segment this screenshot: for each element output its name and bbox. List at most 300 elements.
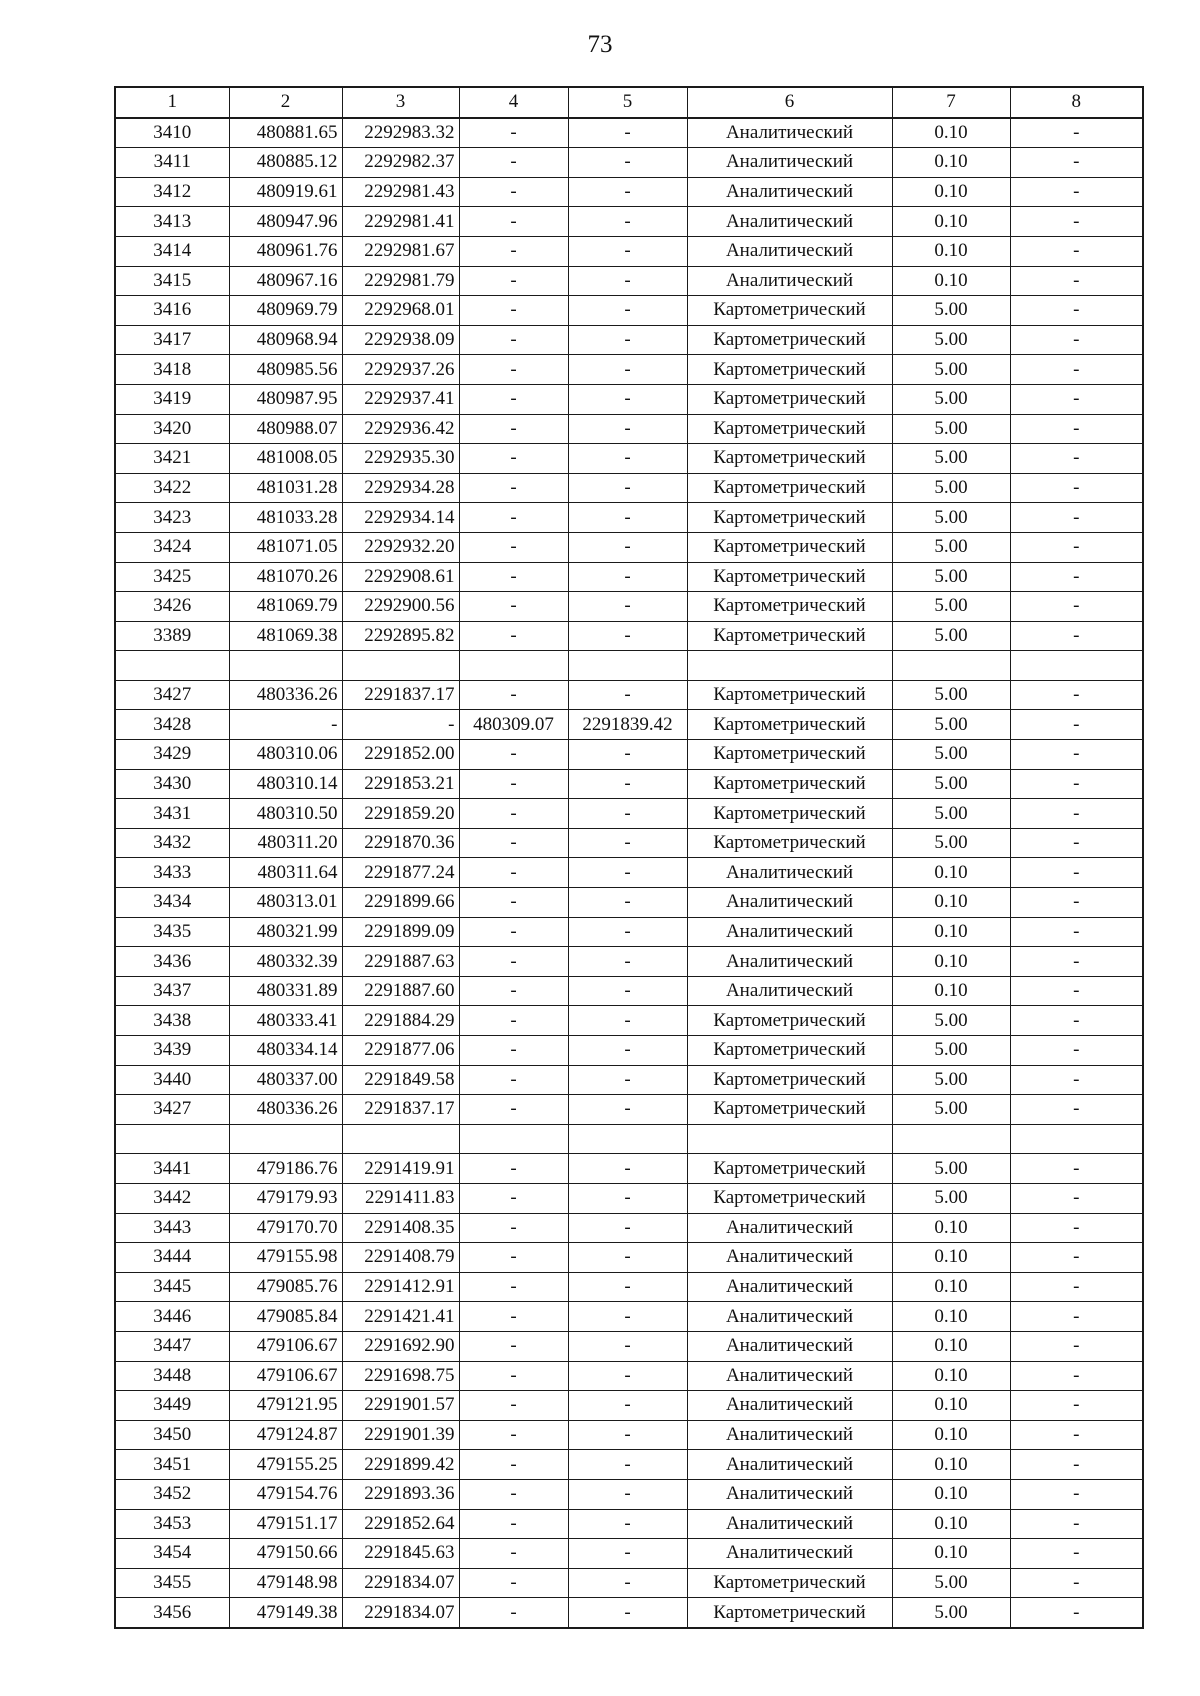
- x-new-cell: -: [459, 503, 568, 533]
- method-cell: Аналитический: [687, 1420, 892, 1450]
- point-number-cell: 3452: [115, 1479, 229, 1509]
- x-new-cell: -: [459, 1568, 568, 1598]
- description-cell: -: [1010, 207, 1143, 237]
- accuracy-cell: 0.10: [892, 207, 1010, 237]
- table-row: [115, 1361, 1143, 1391]
- accuracy-cell: 5.00: [892, 1598, 1010, 1628]
- accuracy-cell: 0.10: [892, 1539, 1010, 1569]
- y-new-cell: -: [568, 118, 687, 148]
- method-cell: Картометрический: [687, 384, 892, 414]
- x-coordinate-cell: 479170.70: [229, 1213, 342, 1243]
- accuracy-cell: 5.00: [892, 325, 1010, 355]
- y-coordinate-cell: 2291899.09: [342, 917, 459, 947]
- point-number-cell: [115, 1124, 229, 1154]
- method-cell: Аналитический: [687, 947, 892, 977]
- description-cell: -: [1010, 296, 1143, 326]
- y-coordinate-cell: 2292908.61: [342, 562, 459, 592]
- description-cell: -: [1010, 1154, 1143, 1184]
- accuracy-cell: 0.10: [892, 1509, 1010, 1539]
- method-cell: Картометрический: [687, 444, 892, 474]
- x-coordinate-cell: 479149.38: [229, 1598, 342, 1628]
- accuracy-cell: 0.10: [892, 1302, 1010, 1332]
- x-new-cell: -: [459, 888, 568, 918]
- y-coordinate-cell: 2291887.60: [342, 976, 459, 1006]
- x-new-cell: -: [459, 236, 568, 266]
- description-cell: -: [1010, 1036, 1143, 1066]
- x-coordinate-cell: 481033.28: [229, 503, 342, 533]
- y-coordinate-cell: -: [342, 710, 459, 740]
- method-cell: Аналитический: [687, 1302, 892, 1332]
- accuracy-cell: 5.00: [892, 384, 1010, 414]
- x-coordinate-cell: 480321.99: [229, 917, 342, 947]
- y-new-cell: -: [568, 1598, 687, 1628]
- y-coordinate-cell: 2291893.36: [342, 1479, 459, 1509]
- description-cell: -: [1010, 384, 1143, 414]
- accuracy-cell: 5.00: [892, 1095, 1010, 1125]
- point-number-cell: 3415: [115, 266, 229, 296]
- table-row: [115, 976, 1143, 1006]
- description-cell: -: [1010, 947, 1143, 977]
- method-cell: Аналитический: [687, 888, 892, 918]
- y-new-cell: -: [568, 1509, 687, 1539]
- point-number-cell: 3428: [115, 710, 229, 740]
- x-new-cell: -: [459, 1272, 568, 1302]
- description-cell: -: [1010, 266, 1143, 296]
- accuracy-cell: 0.10: [892, 888, 1010, 918]
- point-number-cell: 3453: [115, 1509, 229, 1539]
- table-row: [115, 562, 1143, 592]
- point-number-cell: 3418: [115, 355, 229, 385]
- point-number-cell: 3454: [115, 1539, 229, 1569]
- point-number-cell: 3456: [115, 1598, 229, 1628]
- y-new-cell: -: [568, 1272, 687, 1302]
- table-row: [115, 1036, 1143, 1066]
- x-coordinate-cell: 480947.96: [229, 207, 342, 237]
- description-cell: -: [1010, 444, 1143, 474]
- point-number-cell: 3421: [115, 444, 229, 474]
- point-number-cell: 3426: [115, 592, 229, 622]
- point-number-cell: 3449: [115, 1391, 229, 1421]
- x-coordinate-cell: 480337.00: [229, 1065, 342, 1095]
- description-cell: -: [1010, 414, 1143, 444]
- x-new-cell: -: [459, 1598, 568, 1628]
- x-coordinate-cell: [229, 1124, 342, 1154]
- x-coordinate-cell: 481071.05: [229, 532, 342, 562]
- point-number-cell: 3447: [115, 1331, 229, 1361]
- x-new-cell: -: [459, 1479, 568, 1509]
- y-coordinate-cell: 2291859.20: [342, 799, 459, 829]
- method-cell: Аналитический: [687, 1450, 892, 1480]
- method-cell: Аналитический: [687, 1509, 892, 1539]
- accuracy-cell: [892, 651, 1010, 681]
- description-cell: -: [1010, 1006, 1143, 1036]
- table-row: [115, 1568, 1143, 1598]
- x-new-cell: -: [459, 1095, 568, 1125]
- page-number: 73: [587, 31, 613, 58]
- y-new-cell: -: [568, 769, 687, 799]
- x-new-cell: -: [459, 1065, 568, 1095]
- accuracy-cell: 0.10: [892, 1361, 1010, 1391]
- method-cell: Картометрический: [687, 1154, 892, 1184]
- description-cell: -: [1010, 1450, 1143, 1480]
- method-cell: Аналитический: [687, 207, 892, 237]
- y-coordinate-cell: 2291852.00: [342, 740, 459, 770]
- x-new-cell: -: [459, 1154, 568, 1184]
- x-coordinate-cell: 481069.38: [229, 621, 342, 651]
- table-row: [115, 1302, 1143, 1332]
- x-new-cell: -: [459, 1391, 568, 1421]
- accuracy-cell: 0.10: [892, 1331, 1010, 1361]
- accuracy-cell: 0.10: [892, 266, 1010, 296]
- x-new-cell: -: [459, 592, 568, 622]
- x-coordinate-cell: 480334.14: [229, 1036, 342, 1066]
- point-number-cell: 3423: [115, 503, 229, 533]
- y-coordinate-cell: 2291852.64: [342, 1509, 459, 1539]
- table-row: [115, 680, 1143, 710]
- table-row: [115, 1006, 1143, 1036]
- y-new-cell: -: [568, 917, 687, 947]
- point-number-cell: 3451: [115, 1450, 229, 1480]
- y-new-cell: -: [568, 1331, 687, 1361]
- description-cell: -: [1010, 562, 1143, 592]
- y-coordinate-cell: 2292895.82: [342, 621, 459, 651]
- y-new-cell: -: [568, 1095, 687, 1125]
- description-cell: -: [1010, 177, 1143, 207]
- x-new-cell: -: [459, 917, 568, 947]
- accuracy-cell: 5.00: [892, 710, 1010, 740]
- table-row: [115, 917, 1143, 947]
- accuracy-cell: 5.00: [892, 1065, 1010, 1095]
- accuracy-cell: 0.10: [892, 1450, 1010, 1480]
- y-new-cell: -: [568, 1213, 687, 1243]
- x-new-cell: -: [459, 532, 568, 562]
- y-new-cell: -: [568, 1450, 687, 1480]
- y-new-cell: -: [568, 503, 687, 533]
- accuracy-cell: 5.00: [892, 828, 1010, 858]
- column-header: 3: [342, 87, 459, 118]
- table-row: [115, 384, 1143, 414]
- method-cell: Картометрический: [687, 592, 892, 622]
- accuracy-cell: 5.00: [892, 1036, 1010, 1066]
- table-row: [115, 1183, 1143, 1213]
- accuracy-cell: 5.00: [892, 1154, 1010, 1184]
- y-coordinate-cell: 2292983.32: [342, 118, 459, 148]
- y-coordinate-cell: 2292932.20: [342, 532, 459, 562]
- y-coordinate-cell: 2291899.42: [342, 1450, 459, 1480]
- y-new-cell: -: [568, 680, 687, 710]
- x-new-cell: -: [459, 858, 568, 888]
- table-row: [115, 1272, 1143, 1302]
- x-coordinate-cell: 480313.01: [229, 888, 342, 918]
- point-number-cell: 3427: [115, 1095, 229, 1125]
- method-cell: Картометрический: [687, 503, 892, 533]
- accuracy-cell: 0.10: [892, 976, 1010, 1006]
- table-row: [115, 503, 1143, 533]
- y-coordinate-cell: 2291849.58: [342, 1065, 459, 1095]
- x-coordinate-cell: [229, 651, 342, 681]
- x-coordinate-cell: 479085.84: [229, 1302, 342, 1332]
- point-number-cell: 3432: [115, 828, 229, 858]
- description-cell: -: [1010, 355, 1143, 385]
- y-coordinate-cell: 2291837.17: [342, 680, 459, 710]
- coordinates-table: [114, 86, 1144, 1629]
- point-number-cell: 3431: [115, 799, 229, 829]
- method-cell: Картометрический: [687, 1095, 892, 1125]
- description-cell: -: [1010, 1302, 1143, 1332]
- table-row: [115, 1213, 1143, 1243]
- y-new-cell: -: [568, 947, 687, 977]
- description-cell: [1010, 1124, 1143, 1154]
- y-coordinate-cell: 2291870.36: [342, 828, 459, 858]
- method-cell: [687, 1124, 892, 1154]
- description-cell: -: [1010, 828, 1143, 858]
- x-new-cell: -: [459, 1450, 568, 1480]
- y-new-cell: -: [568, 1006, 687, 1036]
- point-number-cell: 3435: [115, 917, 229, 947]
- column-header: 5: [568, 87, 687, 118]
- y-new-cell: -: [568, 562, 687, 592]
- x-new-cell: -: [459, 1302, 568, 1332]
- accuracy-cell: 5.00: [892, 592, 1010, 622]
- method-cell: Картометрический: [687, 710, 892, 740]
- description-cell: [1010, 651, 1143, 681]
- description-cell: -: [1010, 1213, 1143, 1243]
- y-coordinate-cell: 2291901.57: [342, 1391, 459, 1421]
- method-cell: Аналитический: [687, 1361, 892, 1391]
- method-cell: Аналитический: [687, 1213, 892, 1243]
- x-new-cell: -: [459, 1331, 568, 1361]
- y-coordinate-cell: 2291877.06: [342, 1036, 459, 1066]
- description-cell: -: [1010, 799, 1143, 829]
- y-coordinate-cell: 2292981.43: [342, 177, 459, 207]
- point-number-cell: 3443: [115, 1213, 229, 1243]
- y-new-cell: -: [568, 236, 687, 266]
- x-new-cell: -: [459, 1036, 568, 1066]
- description-cell: -: [1010, 325, 1143, 355]
- column-header: 2: [229, 87, 342, 118]
- point-number-cell: 3450: [115, 1420, 229, 1450]
- accuracy-cell: [892, 1124, 1010, 1154]
- y-coordinate-cell: 2291845.63: [342, 1539, 459, 1569]
- description-cell: -: [1010, 917, 1143, 947]
- table-row: [115, 710, 1143, 740]
- description-cell: -: [1010, 1568, 1143, 1598]
- y-new-cell: -: [568, 1391, 687, 1421]
- table-row: [115, 1391, 1143, 1421]
- description-cell: -: [1010, 473, 1143, 503]
- x-coordinate-cell: 480968.94: [229, 325, 342, 355]
- y-coordinate-cell: 2291853.21: [342, 769, 459, 799]
- x-coordinate-cell: 479150.66: [229, 1539, 342, 1569]
- x-coordinate-cell: 479154.76: [229, 1479, 342, 1509]
- column-header: 6: [687, 87, 892, 118]
- x-new-cell: -: [459, 473, 568, 503]
- x-coordinate-cell: 479124.87: [229, 1420, 342, 1450]
- y-coordinate-cell: [342, 651, 459, 681]
- table-row: [115, 444, 1143, 474]
- method-cell: Аналитический: [687, 1391, 892, 1421]
- x-coordinate-cell: 480311.20: [229, 828, 342, 858]
- description-cell: -: [1010, 680, 1143, 710]
- x-coordinate-cell: 481069.79: [229, 592, 342, 622]
- table-row: [115, 1124, 1143, 1154]
- column-header: 1: [115, 87, 229, 118]
- point-number-cell: [115, 651, 229, 681]
- description-cell: -: [1010, 1272, 1143, 1302]
- x-new-cell: -: [459, 118, 568, 148]
- point-number-cell: 3412: [115, 177, 229, 207]
- x-coordinate-cell: 480331.89: [229, 976, 342, 1006]
- y-new-cell: -: [568, 1065, 687, 1095]
- method-cell: Картометрический: [687, 355, 892, 385]
- x-new-cell: 480309.07: [459, 710, 568, 740]
- x-coordinate-cell: 481031.28: [229, 473, 342, 503]
- table-row: [115, 651, 1143, 681]
- description-cell: -: [1010, 888, 1143, 918]
- method-cell: Картометрический: [687, 1183, 892, 1213]
- x-new-cell: -: [459, 207, 568, 237]
- table-row: [115, 799, 1143, 829]
- method-cell: Аналитический: [687, 148, 892, 178]
- point-number-cell: 3437: [115, 976, 229, 1006]
- point-number-cell: 3419: [115, 384, 229, 414]
- y-coordinate-cell: 2291421.41: [342, 1302, 459, 1332]
- x-coordinate-cell: 480332.39: [229, 947, 342, 977]
- method-cell: Аналитический: [687, 1272, 892, 1302]
- method-cell: Картометрический: [687, 325, 892, 355]
- y-coordinate-cell: 2292981.67: [342, 236, 459, 266]
- point-number-cell: 3445: [115, 1272, 229, 1302]
- point-number-cell: 3448: [115, 1361, 229, 1391]
- table-body: [115, 118, 1143, 1628]
- table-row: [115, 1243, 1143, 1273]
- x-new-cell: -: [459, 680, 568, 710]
- x-coordinate-cell: 479151.17: [229, 1509, 342, 1539]
- y-new-cell: -: [568, 1183, 687, 1213]
- y-new-cell: -: [568, 799, 687, 829]
- y-new-cell: -: [568, 740, 687, 770]
- method-cell: Аналитический: [687, 266, 892, 296]
- point-number-cell: 3389: [115, 621, 229, 651]
- x-new-cell: [459, 651, 568, 681]
- y-coordinate-cell: 2291884.29: [342, 1006, 459, 1036]
- accuracy-cell: 0.10: [892, 1272, 1010, 1302]
- point-number-cell: 3413: [115, 207, 229, 237]
- method-cell: Аналитический: [687, 118, 892, 148]
- x-new-cell: -: [459, 444, 568, 474]
- accuracy-cell: 5.00: [892, 621, 1010, 651]
- x-new-cell: -: [459, 740, 568, 770]
- method-cell: Аналитический: [687, 858, 892, 888]
- table-row: [115, 1095, 1143, 1125]
- x-new-cell: -: [459, 384, 568, 414]
- description-cell: -: [1010, 1479, 1143, 1509]
- table-row: [115, 621, 1143, 651]
- description-cell: -: [1010, 1598, 1143, 1628]
- method-cell: Картометрический: [687, 1568, 892, 1598]
- method-cell: Аналитический: [687, 1479, 892, 1509]
- point-number-cell: 3455: [115, 1568, 229, 1598]
- description-cell: -: [1010, 858, 1143, 888]
- point-number-cell: 3417: [115, 325, 229, 355]
- description-cell: -: [1010, 1095, 1143, 1125]
- y-coordinate-cell: 2291408.35: [342, 1213, 459, 1243]
- point-number-cell: 3433: [115, 858, 229, 888]
- accuracy-cell: 5.00: [892, 503, 1010, 533]
- x-coordinate-cell: 479106.67: [229, 1361, 342, 1391]
- accuracy-cell: 5.00: [892, 769, 1010, 799]
- y-new-cell: -: [568, 355, 687, 385]
- x-new-cell: -: [459, 1243, 568, 1273]
- x-coordinate-cell: 480333.41: [229, 1006, 342, 1036]
- x-new-cell: -: [459, 1509, 568, 1539]
- table-row: [115, 1539, 1143, 1569]
- table-row: [115, 1065, 1143, 1095]
- y-new-cell: -: [568, 1036, 687, 1066]
- column-header: 8: [1010, 87, 1143, 118]
- y-new-cell: -: [568, 1154, 687, 1184]
- y-new-cell: -: [568, 1243, 687, 1273]
- x-new-cell: -: [459, 296, 568, 326]
- x-coordinate-cell: 479121.95: [229, 1391, 342, 1421]
- accuracy-cell: 5.00: [892, 296, 1010, 326]
- x-coordinate-cell: 481070.26: [229, 562, 342, 592]
- table-row: [115, 1420, 1143, 1450]
- description-cell: -: [1010, 1065, 1143, 1095]
- x-coordinate-cell: 479106.67: [229, 1331, 342, 1361]
- description-cell: -: [1010, 1243, 1143, 1273]
- x-new-cell: -: [459, 1420, 568, 1450]
- y-coordinate-cell: 2292982.37: [342, 148, 459, 178]
- table-row: [115, 1154, 1143, 1184]
- y-new-cell: -: [568, 1420, 687, 1450]
- x-new-cell: -: [459, 947, 568, 977]
- y-coordinate-cell: 2292936.42: [342, 414, 459, 444]
- x-new-cell: [459, 1124, 568, 1154]
- x-coordinate-cell: 479155.25: [229, 1450, 342, 1480]
- description-cell: -: [1010, 1420, 1143, 1450]
- x-new-cell: -: [459, 769, 568, 799]
- accuracy-cell: 0.10: [892, 1243, 1010, 1273]
- description-cell: -: [1010, 1539, 1143, 1569]
- y-new-cell: -: [568, 1302, 687, 1332]
- y-new-cell: -: [568, 621, 687, 651]
- accuracy-cell: 5.00: [892, 444, 1010, 474]
- point-number-cell: 3416: [115, 296, 229, 326]
- description-cell: -: [1010, 118, 1143, 148]
- table-row: [115, 888, 1143, 918]
- y-coordinate-cell: 2291899.66: [342, 888, 459, 918]
- y-new-cell: -: [568, 177, 687, 207]
- accuracy-cell: 5.00: [892, 562, 1010, 592]
- x-new-cell: -: [459, 1006, 568, 1036]
- table-row: [115, 740, 1143, 770]
- x-coordinate-cell: 479179.93: [229, 1183, 342, 1213]
- point-number-cell: 3434: [115, 888, 229, 918]
- table-row: [115, 1479, 1143, 1509]
- method-cell: Аналитический: [687, 1539, 892, 1569]
- accuracy-cell: 5.00: [892, 680, 1010, 710]
- y-coordinate-cell: 2291877.24: [342, 858, 459, 888]
- x-coordinate-cell: 480885.12: [229, 148, 342, 178]
- table-row: [115, 1450, 1143, 1480]
- description-cell: -: [1010, 1183, 1143, 1213]
- description-cell: -: [1010, 148, 1143, 178]
- method-cell: Аналитический: [687, 917, 892, 947]
- y-new-cell: [568, 651, 687, 681]
- x-new-cell: -: [459, 1213, 568, 1243]
- table-row: [115, 266, 1143, 296]
